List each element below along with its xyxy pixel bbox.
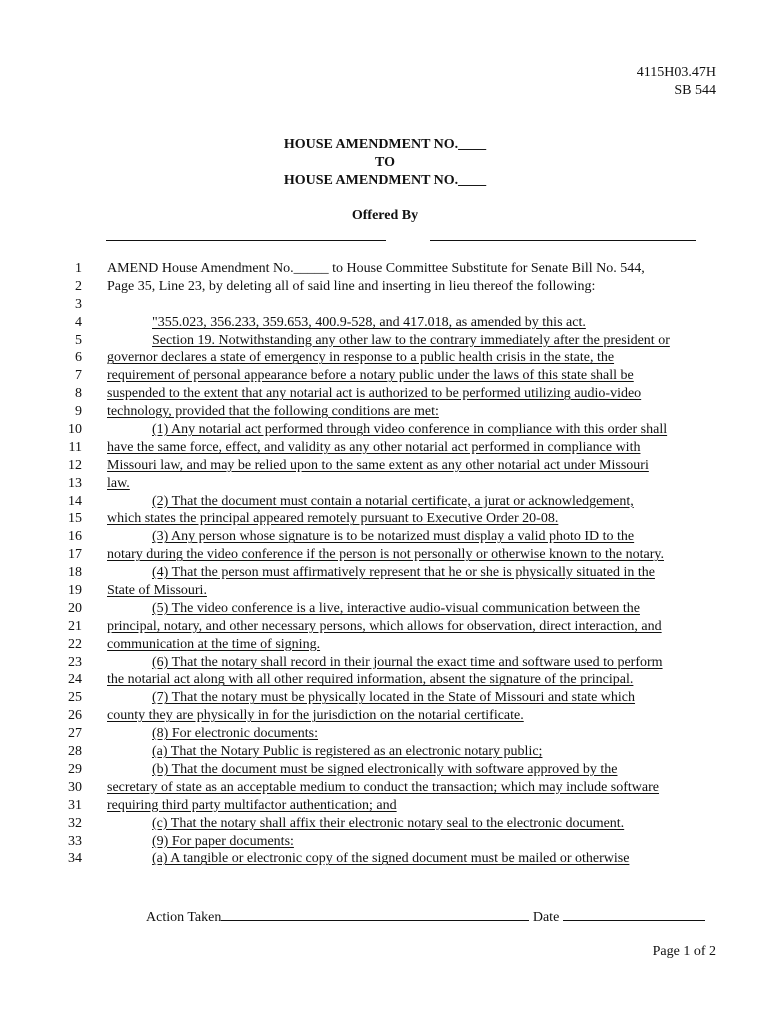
line-text — [107, 797, 717, 815]
line-number: 11 — [68, 439, 82, 455]
line-text-content: (b) That the document must be signed electronically with software approved by the — [152, 761, 618, 777]
line-number: 2 — [75, 278, 82, 294]
line-text — [152, 493, 717, 511]
line-number: 9 — [75, 404, 82, 420]
document-line — [0, 260, 770, 278]
line-number: 22 — [68, 636, 82, 652]
line-number: 33 — [68, 833, 82, 849]
line-text — [107, 260, 717, 278]
document-line — [0, 332, 770, 350]
line-text-content: governor declares a state of emergency in response to a public health crisis in the state, the — [107, 350, 615, 366]
line-text — [152, 833, 717, 851]
document-line — [0, 779, 770, 797]
line-number: 30 — [68, 779, 82, 795]
line-text-content: communication at the time of signing. — [107, 636, 321, 652]
line-text-content: Section 19. Notwithstanding any other law to the contrary immediately after the president or — [152, 332, 670, 348]
document-line — [0, 493, 770, 511]
document-line — [0, 654, 770, 672]
line-text — [107, 779, 717, 797]
line-text-content: (5) The video conference is a live, interactive audio-visual communication between the — [152, 600, 640, 616]
document-line — [0, 385, 770, 403]
line-text — [107, 385, 717, 403]
line-text — [107, 636, 717, 654]
line-text — [152, 314, 717, 332]
sponsor-signature-line-left — [106, 240, 386, 241]
line-number: 18 — [68, 565, 82, 581]
line-text-content: notary during the video conference if the person is not personally or otherwise known to the notary. — [107, 547, 664, 563]
line-text-content: (c) That the notary shall affix their electronic notary seal to the electronic document. — [152, 815, 625, 831]
line-number: 19 — [68, 583, 82, 599]
line-number: 17 — [68, 547, 82, 563]
line-text-content: (8) For electronic documents: — [152, 726, 319, 742]
line-text — [152, 654, 717, 672]
line-text-content: principal, notary, and other necessary persons, which allows for observation, direct interaction, and — [107, 618, 662, 634]
line-number: 3 — [75, 296, 82, 312]
document-line — [0, 403, 770, 421]
line-number: 32 — [68, 815, 82, 831]
action-taken-label: Action Taken — [146, 910, 222, 925]
document-line — [0, 671, 770, 689]
line-text-content: have the same force, effect, and validity as any other notarial act performed in compliance with — [107, 439, 641, 455]
line-text-content: requirement of personal appearance before a notary public under the laws of this state shall be — [107, 368, 634, 384]
document-line — [0, 618, 770, 636]
date-label: Date — [532, 910, 560, 925]
line-number: 24 — [68, 672, 82, 688]
document-line — [0, 278, 770, 296]
document-line — [0, 833, 770, 851]
document-line — [0, 797, 770, 815]
line-number: 6 — [75, 350, 82, 366]
line-text — [107, 671, 717, 689]
line-number: 8 — [75, 386, 82, 402]
line-text-content: (a) That the Notary Public is registered as an electronic notary public; — [152, 744, 543, 760]
line-number: 4 — [75, 314, 82, 330]
document-line — [0, 457, 770, 475]
line-text — [152, 850, 717, 868]
line-text-content: law. — [107, 475, 130, 491]
line-number: 1 — [75, 261, 82, 276]
line-text — [152, 600, 717, 618]
line-text-content: suspended to the extent that any notarial act is authorized to be performed utilizing audio-video — [107, 386, 642, 402]
line-text-content: (7) That the notary must be physically located in the State of Missouri and state which — [152, 690, 636, 706]
document-line — [0, 564, 770, 582]
doc-number: 4115H03.47H — [636, 65, 716, 80]
document-line — [0, 314, 770, 332]
line-text-content: county they are physically in for the jurisdiction on the notarial certificate. — [107, 708, 524, 724]
sponsor-signature-line-right — [430, 240, 696, 241]
line-text — [152, 725, 717, 743]
line-text — [107, 439, 717, 457]
line-text — [107, 278, 717, 296]
line-text-content: Page 35, Line 23, by deleting all of said line and inserting in lieu thereof the following: — [107, 278, 596, 294]
line-text-content: requiring third party multifactor authentication; and — [107, 797, 397, 813]
line-text — [107, 510, 717, 528]
line-number: 5 — [75, 332, 82, 348]
line-text-content: technology, provided that the following conditions are met: — [107, 404, 439, 420]
line-number: 15 — [68, 511, 82, 527]
line-text-content: (6) That the notary shall record in their journal the exact time and software used to perform — [152, 654, 663, 670]
line-number: 21 — [68, 618, 82, 634]
document-line — [0, 850, 770, 868]
document-line — [0, 475, 770, 493]
line-text — [152, 332, 717, 350]
line-text-content: State of Missouri. — [107, 583, 207, 599]
document-line — [0, 546, 770, 564]
document-line — [0, 761, 770, 779]
document-line — [0, 439, 770, 457]
amendment-title-line-3: HOUSE AMENDMENT NO.____ — [283, 173, 487, 188]
line-text — [152, 743, 717, 761]
line-number: 34 — [68, 851, 82, 867]
document-line — [0, 689, 770, 707]
document-line — [0, 349, 770, 367]
line-text — [107, 403, 717, 421]
line-number: 31 — [68, 797, 82, 813]
line-text-content: AMEND House Amendment No._____ to House Committee Substitute for Senate Bill No. 544, — [107, 261, 645, 276]
document-line — [0, 707, 770, 725]
line-text-content: (1) Any notarial act performed through video conference in compliance with this order shall — [152, 422, 668, 438]
line-text — [152, 815, 717, 833]
bill-number: SB 544 — [674, 83, 716, 98]
line-text-content: (2) That the document must contain a notarial certificate, a jurat or acknowledgement, — [152, 493, 634, 509]
line-text — [152, 528, 717, 546]
document-line — [0, 582, 770, 600]
amendment-title-line-2: TO — [375, 155, 395, 170]
document-line — [0, 743, 770, 761]
action-taken-row — [146, 906, 705, 927]
line-text — [152, 761, 717, 779]
line-text-content: "355.023, 356.233, 359.653, 400.9-528, and 417.018, as amended by this act. — [152, 314, 586, 330]
line-text-content: (9) For paper documents: — [152, 833, 294, 849]
document-identifier — [637, 64, 716, 100]
line-text-content: which states the principal appeared remotely pursuant to Executive Order 20-08. — [107, 511, 559, 527]
document-line — [0, 600, 770, 618]
line-text — [107, 367, 717, 385]
line-number: 20 — [68, 600, 82, 616]
line-text-content: the notarial act along with all other required information, absent the signature of the principal. — [107, 672, 634, 688]
line-text — [107, 582, 717, 600]
line-number: 25 — [68, 690, 82, 706]
amendment-title-line-1: HOUSE AMENDMENT NO.____ — [283, 137, 487, 152]
line-text-content: (4) That the person must affirmatively represent that he or she is physically situated in the — [152, 565, 655, 581]
document-line — [0, 725, 770, 743]
line-number: 7 — [75, 368, 82, 384]
action-taken-blank — [221, 906, 529, 921]
line-number: 23 — [68, 654, 82, 670]
line-text — [107, 618, 717, 636]
line-number: 16 — [68, 529, 82, 545]
line-text — [152, 421, 717, 439]
offered-by-label: Offered By — [351, 208, 419, 223]
document-line — [0, 510, 770, 528]
line-text — [107, 475, 717, 493]
date-blank — [563, 906, 705, 921]
document-line — [0, 815, 770, 833]
line-text-content: Missouri law, and may be relied upon to the same extent as any other notarial act under Missouri — [107, 457, 649, 473]
page-number: Page 1 of 2 — [652, 944, 716, 959]
line-number: 10 — [68, 422, 82, 438]
line-text — [152, 564, 717, 582]
line-text — [152, 689, 717, 707]
document-line — [0, 296, 770, 314]
line-text — [107, 349, 717, 367]
line-number: 29 — [68, 761, 82, 777]
line-number: 27 — [68, 726, 82, 742]
line-number: 13 — [68, 475, 82, 491]
document-line — [0, 367, 770, 385]
amendment-body — [0, 260, 770, 868]
document-line — [0, 421, 770, 439]
line-number: 14 — [68, 493, 82, 509]
line-text-content: (a) A tangible or electronic copy of the signed document must be mailed or otherwise — [152, 851, 630, 867]
line-number: 28 — [68, 744, 82, 760]
document-line — [0, 528, 770, 546]
line-text — [107, 457, 717, 475]
line-text — [107, 707, 717, 725]
line-number: 12 — [68, 457, 82, 473]
line-text-content: (3) Any person whose signature is to be notarized must display a valid photo ID to the — [152, 529, 635, 545]
line-number: 26 — [68, 708, 82, 724]
line-text-content: secretary of state as an acceptable medium to conduct the transaction; which may include software — [107, 779, 660, 795]
document-line — [0, 636, 770, 654]
line-text — [107, 546, 717, 564]
